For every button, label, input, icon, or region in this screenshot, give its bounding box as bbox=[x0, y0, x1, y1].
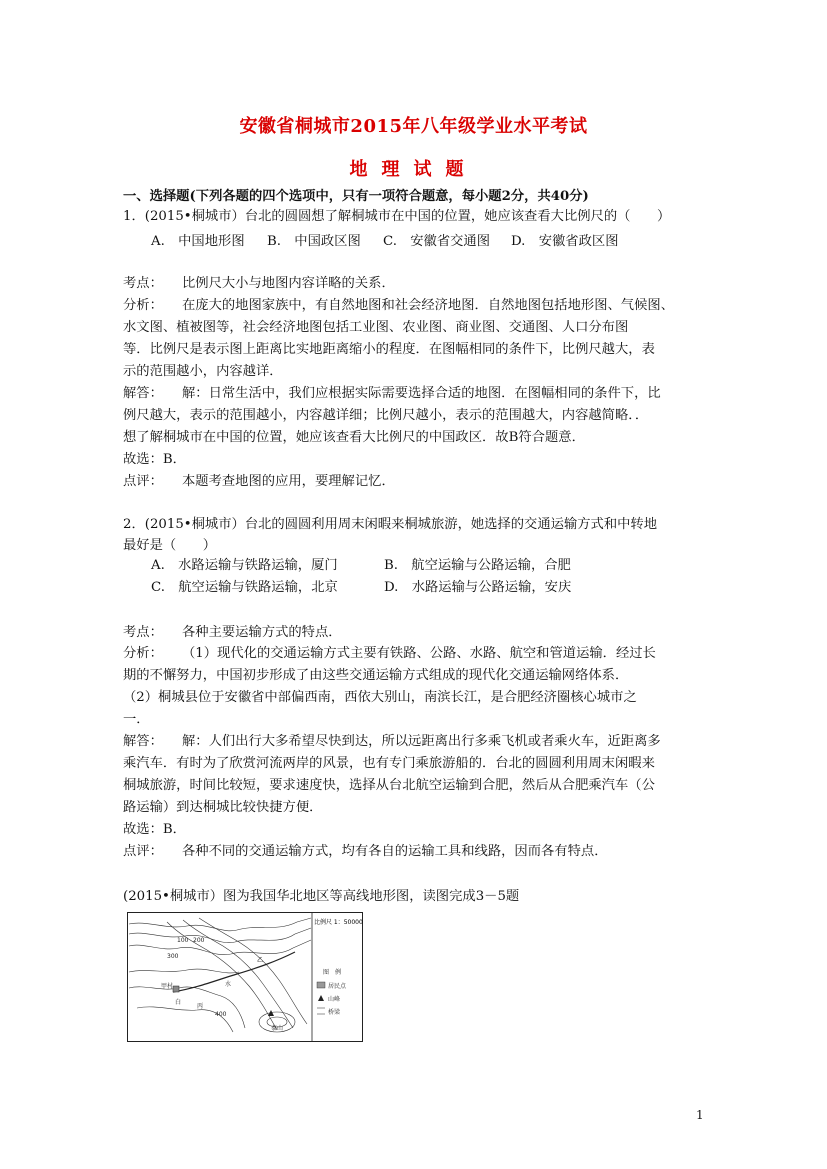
q2-fenxi-line: （2）桐城县位于安徽省中部偏西南，西依大别山，南滨长江，是合肥经济圈核心城市之 bbox=[123, 690, 637, 705]
q2-answer: 故选：B． bbox=[123, 822, 186, 837]
q2-fenxi bbox=[123, 645, 656, 663]
q1-fenxi-line: 示的范围越小，内容越详． bbox=[123, 364, 283, 379]
fenxi-label: 分析： bbox=[123, 298, 163, 313]
dianping-label: 点评： bbox=[123, 474, 163, 489]
legend-item: 桥梁 bbox=[328, 1009, 341, 1016]
kaodian-label: 考点： bbox=[123, 625, 163, 640]
contour-label: 300 bbox=[167, 953, 179, 960]
legend-item: 山峰 bbox=[328, 996, 341, 1003]
section-heading: 一、选择题(下列各题的四个选项中，只有一项符合题意，每小题2分，共40分) bbox=[123, 189, 589, 204]
q2-kaodian bbox=[123, 624, 342, 642]
place-label: 白 bbox=[175, 999, 182, 1006]
jieda-text: 解：日常生活中，我们应根据实际需要选择合适的地图．在图幅相同的条件下，比 bbox=[182, 386, 661, 401]
kaodian-text: 比例尺大小与地图内容详略的关系． bbox=[182, 276, 395, 291]
q1-fenxi-line: 水文图、植被图等，社会经济地图包括工业图、农业图、商业图、交通图、人口分布图 bbox=[123, 320, 629, 335]
q1-answer: 故选：B． bbox=[123, 452, 186, 467]
q2-fenxi-line: 一． bbox=[123, 712, 150, 727]
q1-option-d: D. 安徽省政区图 bbox=[511, 234, 619, 249]
q2-option-b: B. 航空运输与公路运输，合肥 bbox=[384, 558, 571, 573]
fenxi-text: 在庞大的地图家族中，有自然地图和社会经济地图．自然地图包括地形图、气候图、 bbox=[182, 298, 674, 313]
q1-jieda bbox=[123, 385, 661, 403]
q1-fenxi bbox=[123, 297, 674, 315]
village-marker bbox=[173, 986, 179, 992]
q2-jieda-line: 桐城旅游，时间比较短，要求速度快，选择从台北航空运输到合肥，然后从合肥乘汽车（公 bbox=[123, 778, 655, 793]
dianping-text: 本题考查地图的应用，要理解记忆． bbox=[182, 474, 395, 489]
q1-jieda-line: 例尺越大，表示的范围越小，内容越详细；比例尺越小，表示的范围越大，内容越简略．． bbox=[123, 408, 649, 423]
jieda-text: 解：人们出行大多希望尽快到达，所以远距离出行多乘飞机或者乘火车，近距离多 bbox=[182, 734, 661, 749]
contour-label: 100 bbox=[177, 937, 189, 944]
dianping-text: 各种不同的交通运输方式，均有各自的运输工具和线路，因而各有特点． bbox=[182, 844, 608, 859]
contour-map bbox=[127, 912, 363, 1042]
q2-option-d: D. 水路运输与公路运输，安庆 bbox=[384, 580, 572, 595]
q2-option-c: C. 航空运输与铁路运输，北京 bbox=[151, 580, 338, 595]
document-title: 安徽省桐城市2015年八年级学业水平考试 bbox=[239, 116, 588, 137]
q2-jieda bbox=[123, 733, 661, 751]
q2-stem: 2．(2015•桐城市）台北的圆圆利用周末闲暇来桐城旅游，她选择的交通运输方式和中转地 bbox=[123, 517, 658, 532]
legend-item: 居民点 bbox=[328, 983, 347, 990]
fenxi-label: 分析： bbox=[123, 646, 163, 661]
q2-jieda-line: 乘汽车．有时为了欣赏河流两岸的风景，也有专门乘旅游船的．台北的圆圆利用周末闲暇来 bbox=[123, 756, 655, 771]
contour-label: 400 bbox=[215, 1011, 227, 1018]
q1-fenxi-line: 等．比例尺是表示图上距离比实地距离缩小的程度．在图幅相同的条件下，比例尺越大，表 bbox=[123, 342, 655, 357]
place-label: 甲村 bbox=[161, 983, 174, 990]
q1-kaodian bbox=[123, 275, 395, 293]
q2-stem-line: 最好是（ ） bbox=[123, 538, 217, 553]
q1-option-a: A. 中国地形图 bbox=[151, 234, 245, 249]
contour-label: 200 bbox=[193, 937, 205, 944]
map-frame bbox=[128, 913, 363, 1042]
place-label: 丙 bbox=[197, 1003, 204, 1010]
q2-option-a: A. 水路运输与铁路运输，厦门 bbox=[151, 558, 338, 573]
legend-title: 图 例 bbox=[323, 969, 342, 976]
page-number: 1 bbox=[696, 1108, 704, 1122]
q2-options-row2 bbox=[151, 579, 571, 597]
jieda-label: 解答： bbox=[123, 734, 163, 749]
place-label: 乙 bbox=[257, 957, 264, 964]
place-label: 泰山 bbox=[271, 1025, 284, 1032]
q1-jieda-line: 想了解桐城市在中国的位置，她应该查看大比例尺的中国政区．故B符合题意． bbox=[123, 430, 585, 445]
q2-jieda-line: 路运输）到达桐城比较快捷方便． bbox=[123, 800, 323, 815]
q2-fenxi-line: 期的不懈努力，中国初步形成了由这些交通运输方式组成的现代化交通运输网络体系． bbox=[123, 668, 629, 683]
q1-dianping bbox=[123, 473, 395, 491]
kaodian-label: 考点： bbox=[123, 276, 163, 291]
fenxi-text: （1）现代化的交通运输方式主要有铁路、公路、水路、航空和管道运输．经过长 bbox=[182, 646, 656, 661]
q2-dianping bbox=[123, 843, 608, 861]
map-scale: 比例尺 1：50000 bbox=[314, 919, 363, 926]
kaodian-text: 各种主要运输方式的特点． bbox=[182, 625, 342, 640]
document-subtitle: 地理试题 bbox=[349, 159, 478, 180]
dianping-label: 点评： bbox=[123, 844, 163, 859]
legend-village-swatch bbox=[317, 982, 325, 988]
q2-options-row1 bbox=[151, 557, 571, 575]
q1-option-b: B. 中国政区图 bbox=[267, 234, 361, 249]
q3-intro: (2015•桐城市）图为我国华北地区等高线地形图，读图完成3－5题 bbox=[123, 889, 520, 904]
q1-options bbox=[151, 233, 619, 251]
place-label: 水 bbox=[225, 981, 232, 988]
q1-stem: 1．(2015•桐城市）台北的圆圆想了解桐城市在中国的位置，她应该查看大比例尺的（ ） bbox=[123, 209, 671, 224]
jieda-label: 解答： bbox=[123, 386, 163, 401]
q1-option-c: C. 安徽省交通图 bbox=[383, 234, 491, 249]
